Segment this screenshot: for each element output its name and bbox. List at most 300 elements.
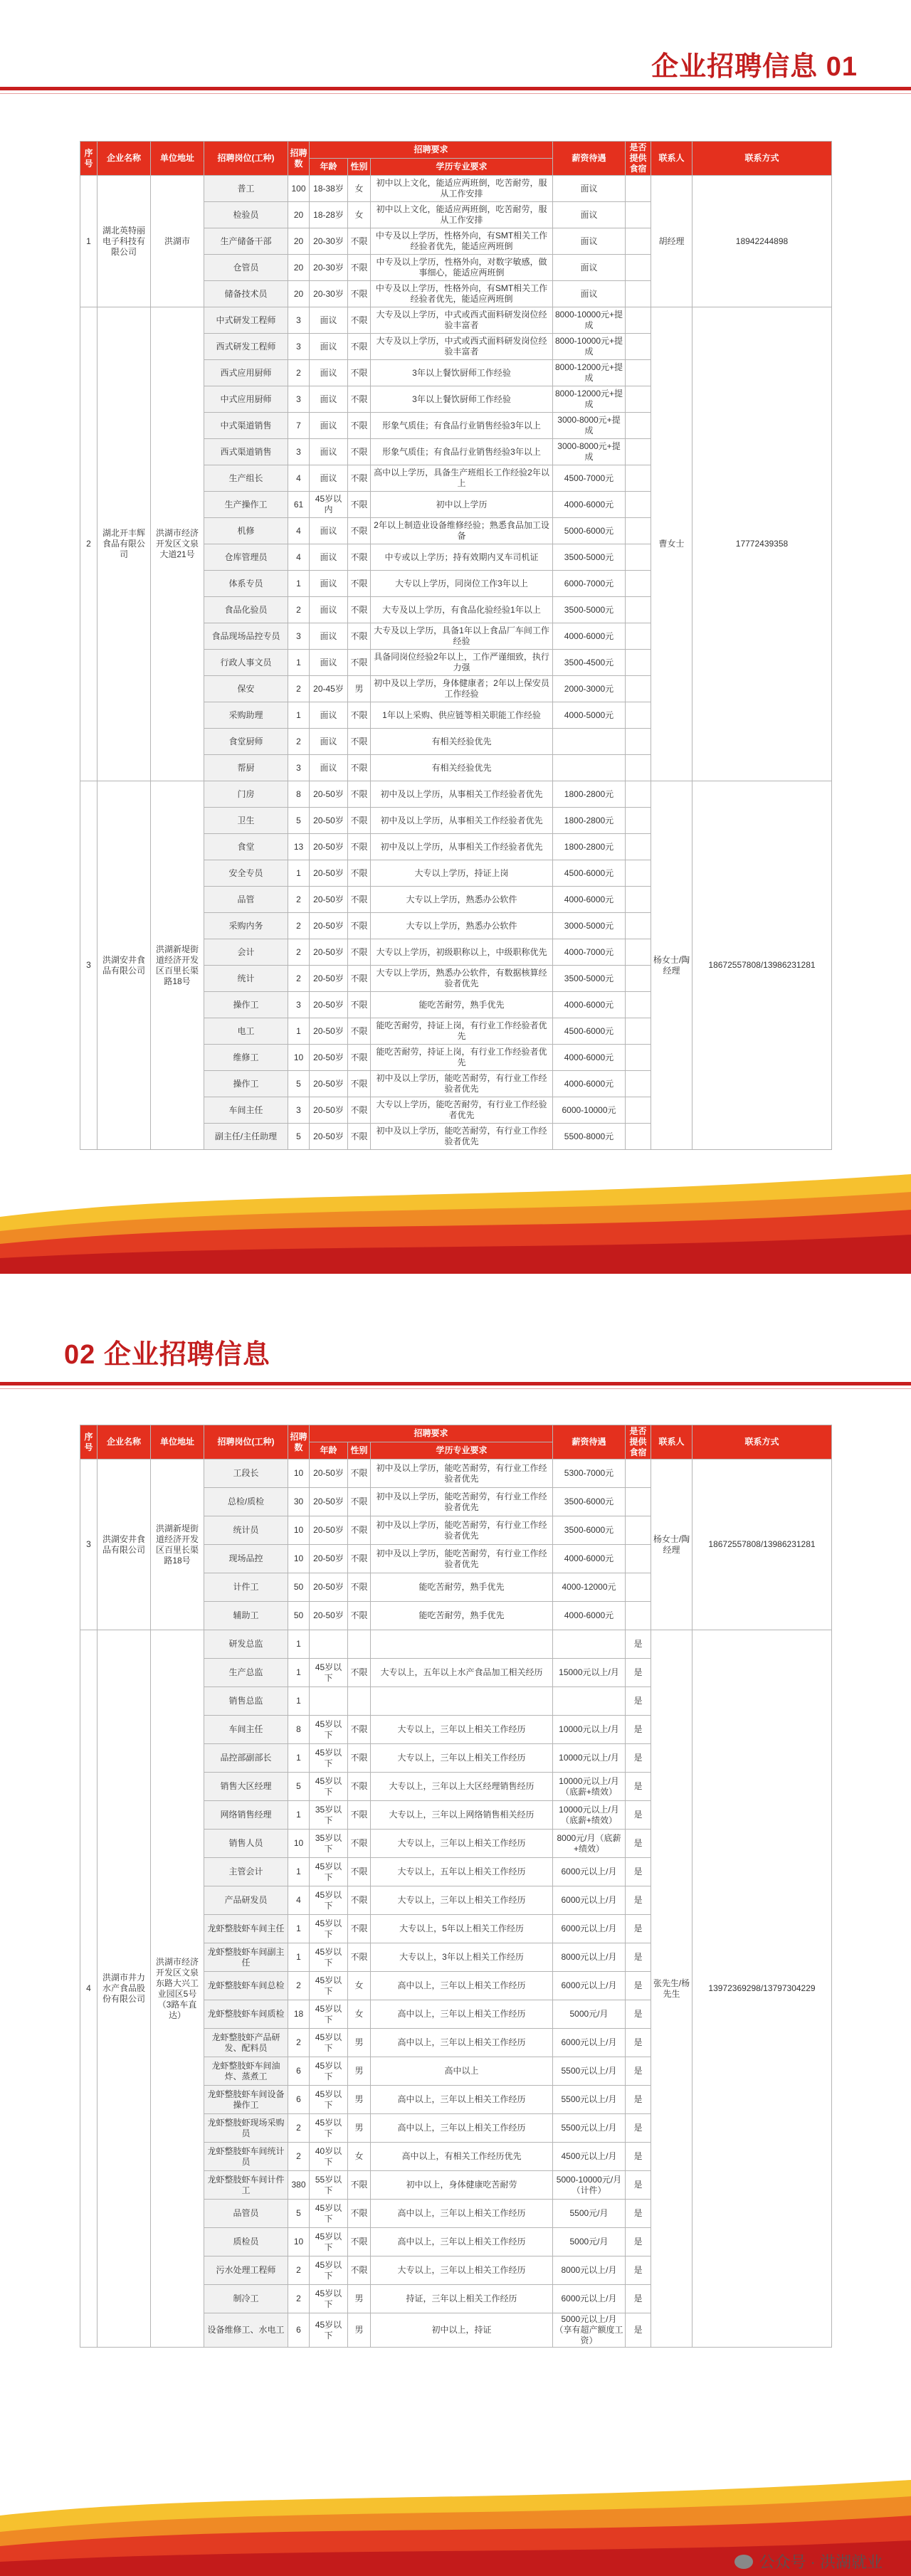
cell-count: 18 [288,2000,310,2029]
cell-gender: 不限 [348,834,371,860]
cell-major: 有相关经验优先 [371,755,553,781]
cell-position: 制冷工 [204,2285,288,2313]
cell-gender: 不限 [348,1602,371,1630]
cell-salary [553,1687,626,1716]
cell-gender: 不限 [348,1716,371,1744]
cell-gender: 不限 [348,492,371,518]
header-count: 招聘数 [288,1425,310,1459]
cell-dorm [626,571,651,597]
cell-count: 4 [288,544,310,571]
cell-salary: 10000元以上/月 [553,1716,626,1744]
cell-major: 大专以上，3年以上相关工作经历 [371,1943,553,1972]
cell-contact: 曹女士 [651,307,693,781]
cell-position: 品控部副部长 [204,1744,288,1773]
cell-count: 5 [288,1071,310,1097]
cell-position: 生产组长 [204,465,288,492]
cell-address: 洪湖新堤街道经济开发区百里长渠路18号 [151,1459,204,1630]
cell-age: 面议 [310,650,348,676]
cell-age: 面议 [310,386,348,413]
cell-major: 3年以上餐饮厨师工作经验 [371,360,553,386]
cell-position: 生产操作工 [204,492,288,518]
cell-count: 4 [288,1886,310,1915]
cell-major: 大专以上学历，初级职称以上，中级职称优先 [371,939,553,966]
cell-major: 大专及以上学历，有食品化验经验1年以上 [371,597,553,623]
cell-salary: 5500元以上/月 [553,2086,626,2114]
cell-position: 食品化验员 [204,597,288,623]
header-major: 学历专业要求 [371,1442,553,1459]
cell-position: 龙虾整肢虾产品研发、配料员 [204,2029,288,2057]
header-count: 招聘数 [288,142,310,176]
cell-address: 洪湖市经济开发区文泉大道21号 [151,307,204,781]
cell-salary [553,755,626,781]
cell-major [371,1687,553,1716]
cell-position: 车间主任 [204,1716,288,1744]
cell-gender: 不限 [348,1573,371,1602]
cell-age: 面议 [310,413,348,439]
cell-age: 面议 [310,360,348,386]
cell-age: 45岁以下 [310,1858,348,1886]
cell-position: 龙虾整肢虾现场采购员 [204,2114,288,2143]
cell-position: 网络销售经理 [204,1801,288,1830]
cell-count: 50 [288,1573,310,1602]
cell-dorm: 是 [626,1744,651,1773]
cell-count: 1 [288,1943,310,1972]
cell-dorm [626,860,651,887]
cell-count: 2 [288,360,310,386]
cell-dorm [626,808,651,834]
cell-gender: 不限 [348,307,371,334]
cell-dorm: 是 [626,2000,651,2029]
cell-position: 生产总监 [204,1659,288,1687]
cell-major: 初中以上，身体健康吃苦耐劳 [371,2171,553,2200]
cell-count: 1 [288,1858,310,1886]
cell-age: 20-45岁 [310,676,348,702]
cell-position: 仓库管理员 [204,544,288,571]
cell-major: 高中以上，三年以上相关工作经历 [371,2086,553,2114]
cell-age: 20-50岁 [310,992,348,1018]
cell-position: 门房 [204,781,288,808]
cell-gender: 不限 [348,992,371,1018]
cell-seq: 4 [80,1630,98,2348]
cell-gender: 不限 [348,755,371,781]
cell-seq: 3 [80,781,98,1150]
cell-major: 能吃苦耐劳，熟手优先 [371,992,553,1018]
cell-salary: 4000-12000元 [553,1573,626,1602]
cell-major: 高中以上，有相关工作经历优先 [371,2143,553,2171]
cell-position: 仓管员 [204,255,288,281]
cell-company: 洪湖安井食品有限公司 [98,781,151,1150]
cell-gender: 不限 [348,228,371,255]
table-row [80,307,832,334]
cell-age [310,1687,348,1716]
cell-dorm [626,1045,651,1071]
cell-salary: 4000-6000元 [553,492,626,518]
cell-count: 5 [288,1773,310,1801]
cell-count: 3 [288,334,310,360]
cell-count: 50 [288,1602,310,1630]
cell-gender: 不限 [348,1545,371,1573]
cell-age: 45岁以下 [310,2057,348,2086]
cell-major [371,1630,553,1659]
cell-salary: 5300-7000元 [553,1459,626,1488]
cell-phone: 18672557808/13986231281 [693,781,832,1150]
cell-age: 面议 [310,544,348,571]
cell-gender: 不限 [348,650,371,676]
cell-dorm [626,492,651,518]
cell-count: 2 [288,2285,310,2313]
cell-position: 检验员 [204,202,288,228]
cell-gender: 男 [348,2057,371,2086]
cell-dorm [626,413,651,439]
cell-major: 有相关经验优先 [371,729,553,755]
cell-gender: 男 [348,2313,371,2348]
header-company: 企业名称 [98,142,151,176]
cell-gender: 不限 [348,781,371,808]
cell-gender: 男 [348,2086,371,2114]
header-position: 招聘岗位(工种) [204,1425,288,1459]
header-gender: 性别 [348,1442,371,1459]
cell-age: 45岁以内 [310,492,348,518]
cell-phone: 17772439358 [693,307,832,781]
cell-salary: 4000-6000元 [553,1602,626,1630]
cell-salary: 4000-6000元 [553,992,626,1018]
cell-position: 研发总监 [204,1630,288,1659]
cell-count: 2 [288,2256,310,2285]
cell-count: 10 [288,1830,310,1858]
cell-position: 销售人员 [204,1830,288,1858]
cell-salary: 面议 [553,281,626,307]
cell-age: 20-50岁 [310,1545,348,1573]
table-row [80,1459,832,1488]
cell-gender: 不限 [348,465,371,492]
cell-age: 45岁以下 [310,2114,348,2143]
cell-age: 20-50岁 [310,808,348,834]
cell-major: 形象气质佳；有食品行业销售经验3年以上 [371,439,553,465]
header-position: 招聘岗位(工种) [204,142,288,176]
cell-age: 20-50岁 [310,887,348,913]
cell-position: 龙虾整肢虾车间设备操作工 [204,2086,288,2114]
cell-dorm [626,623,651,650]
cell-count: 100 [288,176,310,202]
cell-count: 2 [288,2143,310,2171]
table-row [80,176,832,202]
cell-count: 7 [288,413,310,439]
cell-age: 面议 [310,571,348,597]
cell-gender: 女 [348,2000,371,2029]
cell-dorm [626,202,651,228]
wechat-icon [734,2555,753,2569]
cell-age: 45岁以下 [310,2086,348,2114]
cell-salary: 8000元以上/月 [553,1943,626,1972]
header-age: 年龄 [310,159,348,176]
cell-gender: 不限 [348,1097,371,1124]
cell-position: 普工 [204,176,288,202]
cell-age: 20-50岁 [310,1516,348,1545]
cell-salary: 5000-10000元/月（计件） [553,2171,626,2200]
cell-salary: 4500-6000元 [553,860,626,887]
cell-dorm: 是 [626,2143,651,2171]
cell-dorm: 是 [626,2228,651,2256]
cell-position: 机修 [204,518,288,544]
cell-gender [348,1687,371,1716]
cell-major: 大专以上，三年以上相关工作经历 [371,2256,553,2285]
cell-dorm: 是 [626,1886,651,1915]
cell-major: 大专以上学历，能吃苦耐劳，有行业工作经验者优先 [371,1097,553,1124]
cell-major: 初中及以上学历，能吃苦耐劳，有行业工作经验者优先 [371,1516,553,1545]
cell-major: 大专以上学历，熟悉办公软件 [371,913,553,939]
cell-gender: 男 [348,2029,371,2057]
cell-dorm: 是 [626,1915,651,1943]
header-seq: 序号 [80,142,98,176]
cell-salary: 6000元以上/月 [553,1858,626,1886]
cell-company: 湖北英特丽电子科技有限公司 [98,176,151,307]
header-rule [0,87,911,90]
cell-age: 20-30岁 [310,255,348,281]
cell-age: 20-50岁 [310,1573,348,1602]
cell-count: 1 [288,860,310,887]
cell-salary: 5000-6000元 [553,518,626,544]
cell-position: 辅助工 [204,1602,288,1630]
table-row [80,781,832,808]
cell-position: 品管 [204,887,288,913]
cell-age: 20-50岁 [310,860,348,887]
cell-count: 3 [288,386,310,413]
cell-dorm [626,702,651,729]
cell-position: 电工 [204,1018,288,1045]
cell-age: 45岁以下 [310,2000,348,2029]
cell-count: 8 [288,781,310,808]
cell-age: 20-50岁 [310,966,348,992]
cell-salary: 8000-12000元+提成 [553,386,626,413]
cell-age: 20-50岁 [310,834,348,860]
cell-dorm: 是 [626,1630,651,1659]
cell-gender: 不限 [348,1915,371,1943]
cell-age: 面议 [310,465,348,492]
cell-salary: 5000元/月 [553,2000,626,2029]
cell-dorm [626,755,651,781]
cell-salary: 6000-7000元 [553,571,626,597]
cell-major: 初中及以上学历，能吃苦耐劳，有行业工作经验者优先 [371,1071,553,1097]
cell-dorm [626,544,651,571]
cell-dorm [626,518,651,544]
cell-age: 45岁以下 [310,2313,348,2348]
cell-position: 统计 [204,966,288,992]
cell-major: 大专以上学历，熟悉办公软件，有数据核算经验者优先 [371,966,553,992]
cell-gender: 不限 [348,2256,371,2285]
cell-age: 20-50岁 [310,1602,348,1630]
cell-gender: 不限 [348,518,371,544]
cell-salary: 面议 [553,202,626,228]
cell-address: 洪湖市经济开发区文泉东路大兴工业园区5号（3路车直达） [151,1630,204,2348]
cell-major: 能吃苦耐劳，持证上岗，有行业工作经验者优先 [371,1018,553,1045]
cell-salary: 4000-6000元 [553,887,626,913]
cell-seq: 3 [80,1459,98,1630]
cell-position: 卫生 [204,808,288,834]
cell-count: 3 [288,755,310,781]
cell-major: 能吃苦耐劳，熟手优先 [371,1602,553,1630]
cell-position: 安全专员 [204,860,288,887]
cell-dorm: 是 [626,2114,651,2143]
cell-age: 20-50岁 [310,1097,348,1124]
cell-major: 高中以上，三年以上相关工作经历 [371,2000,553,2029]
cell-position: 统计员 [204,1516,288,1545]
cell-age: 45岁以下 [310,1744,348,1773]
cell-gender: 不限 [348,544,371,571]
cell-major: 中专及以上学历，性格外向，有SMT相关工作经验者优先，能适应两班倒 [371,281,553,307]
cell-age: 45岁以下 [310,1915,348,1943]
cell-age: 18-38岁 [310,176,348,202]
header-address: 单位地址 [151,1425,204,1459]
cell-salary: 1800-2800元 [553,781,626,808]
cell-dorm: 是 [626,1858,651,1886]
cell-age: 45岁以下 [310,2256,348,2285]
cell-salary: 4500-7000元 [553,465,626,492]
cell-count: 2 [288,887,310,913]
cell-gender: 不限 [348,729,371,755]
cell-position: 维修工 [204,1045,288,1071]
cell-gender: 不限 [348,281,371,307]
cell-address: 洪湖新堤街道经济开发区百里长渠路18号 [151,781,204,1150]
cell-major: 中专及以上学历，性格外向，对数字敏感，做事细心，能适应两班倒 [371,255,553,281]
cell-salary: 4000-7000元 [553,939,626,966]
cell-salary: 1800-2800元 [553,834,626,860]
table-1-body [80,176,832,1150]
cell-position: 帮厨 [204,755,288,781]
cell-age: 20-50岁 [310,781,348,808]
cell-age: 面议 [310,439,348,465]
cell-gender: 女 [348,2143,371,2171]
cell-dorm [626,1124,651,1150]
cell-dorm [626,966,651,992]
cell-position: 品管员 [204,2200,288,2228]
cell-count: 4 [288,465,310,492]
cell-count: 5 [288,1124,310,1150]
cell-dorm [626,1071,651,1097]
cell-dorm [626,834,651,860]
cell-age: 45岁以下 [310,1943,348,1972]
cell-age: 18-28岁 [310,202,348,228]
cell-major: 初中及以上学历，能吃苦耐劳，有行业工作经验者优先 [371,1124,553,1150]
cell-gender: 女 [348,1972,371,2000]
cell-position: 副主任/主任助理 [204,1124,288,1150]
cell-salary: 1800-2800元 [553,808,626,834]
cell-dorm [626,1573,651,1602]
cell-salary: 6000元以上/月 [553,2285,626,2313]
cell-age: 20-50岁 [310,1045,348,1071]
cell-dorm: 是 [626,1972,651,2000]
cell-position: 龙虾整肢虾车间主任 [204,1915,288,1943]
cell-count: 380 [288,2171,310,2200]
cell-gender: 不限 [348,1018,371,1045]
cell-position: 操作工 [204,1071,288,1097]
header-dorm: 是否提供食宿 [626,142,651,176]
cell-gender: 男 [348,676,371,702]
cell-salary: 4000-6000元 [553,1045,626,1071]
cell-position: 食品现场品控专员 [204,623,288,650]
cell-major: 大专以上，三年以上相关工作经历 [371,1886,553,1915]
cell-major: 初中以上学历 [371,492,553,518]
cell-phone: 18672557808/13986231281 [693,1459,832,1630]
cell-major: 初中以上，持证 [371,2313,553,2348]
cell-position: 设备维修工、水电工 [204,2313,288,2348]
cell-dorm [626,1545,651,1573]
cell-count: 2 [288,966,310,992]
recruitment-table-2 [80,1425,832,2348]
cell-count: 2 [288,676,310,702]
cell-gender: 不限 [348,571,371,597]
cell-salary: 8000-10000元+提成 [553,307,626,334]
cell-position: 现场品控 [204,1545,288,1573]
cell-major: 大专以上，五年以上水产食品加工相关经历 [371,1659,553,1687]
cell-position: 西式应用厨师 [204,360,288,386]
cell-age: 20-30岁 [310,281,348,307]
cell-contact: 杨女士/陶经理 [651,1459,693,1630]
cell-count: 2 [288,2029,310,2057]
cell-major: 能吃苦耐劳，持证上岗，有行业工作经验者优先 [371,1045,553,1071]
cell-count: 1 [288,571,310,597]
cell-count: 3 [288,439,310,465]
cell-dorm: 是 [626,1687,651,1716]
cell-dorm: 是 [626,2285,651,2313]
cell-salary: 4000-6000元 [553,1545,626,1573]
table-2-body [80,1459,832,2348]
cell-position: 生产储备干部 [204,228,288,255]
cell-dorm: 是 [626,2313,651,2348]
cell-salary: 5500元以上/月 [553,2057,626,2086]
cell-gender: 不限 [348,966,371,992]
cell-salary: 4500元以上/月 [553,2143,626,2171]
cell-count: 6 [288,2086,310,2114]
cell-count: 3 [288,1097,310,1124]
cell-major: 大专及以上学历，中式或西式面料研发岗位经验丰富者 [371,307,553,334]
cell-position: 龙虾整肢虾车间质检 [204,2000,288,2029]
page-1-title: 企业招聘信息 01 [651,52,858,82]
cell-seq: 1 [80,176,98,307]
cell-position: 龙虾整肢虾车间统计员 [204,2143,288,2171]
cell-gender [348,1630,371,1659]
cell-major: 初中及以上学历，能吃苦耐劳，有行业工作经验者优先 [371,1488,553,1516]
cell-position: 中式渠道销售 [204,413,288,439]
cell-gender: 不限 [348,360,371,386]
cell-salary: 5500-8000元 [553,1124,626,1150]
cell-salary: 4000-6000元 [553,623,626,650]
cell-salary: 3500-5000元 [553,544,626,571]
cell-count: 3 [288,623,310,650]
cell-gender: 不限 [348,1858,371,1886]
cell-gender: 不限 [348,1488,371,1516]
cell-major: 大专以上，三年以上网络销售相关经历 [371,1801,553,1830]
cell-gender: 不限 [348,939,371,966]
cell-count: 1 [288,1659,310,1687]
cell-dorm: 是 [626,1716,651,1744]
cell-dorm [626,939,651,966]
cell-age: 面议 [310,518,348,544]
cell-dorm [626,176,651,202]
cell-salary: 15000元以上/月 [553,1659,626,1687]
cell-age: 45岁以下 [310,1716,348,1744]
cell-dorm [626,1018,651,1045]
cell-position: 质检员 [204,2228,288,2256]
cell-position: 销售大区经理 [204,1773,288,1801]
cell-dorm [626,676,651,702]
cell-count: 2 [288,597,310,623]
cell-dorm [626,1459,651,1488]
cell-gender: 女 [348,176,371,202]
header-gender: 性别 [348,159,371,176]
cell-age: 20-50岁 [310,1124,348,1150]
cell-position: 西式渠道销售 [204,439,288,465]
cell-dorm [626,650,651,676]
